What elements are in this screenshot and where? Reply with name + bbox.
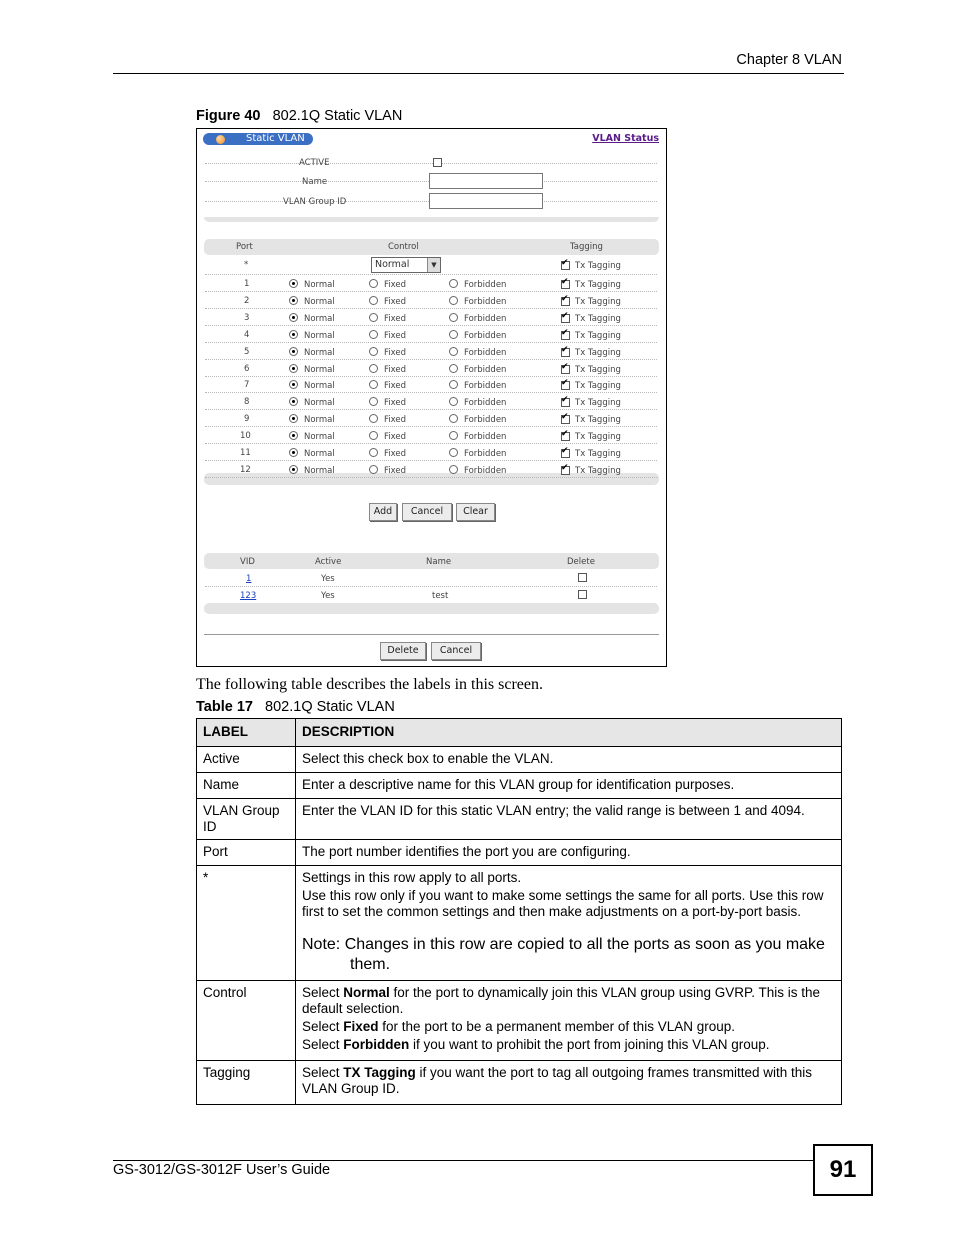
row-divider (205, 443, 657, 444)
normal-label: Normal (304, 280, 335, 290)
forbidden-label: Forbidden (464, 297, 507, 307)
figure-title: 802.1Q Static VLAN (272, 108, 403, 124)
forbidden-radio[interactable] (449, 313, 458, 322)
port-number: 6 (244, 364, 250, 374)
star-port: * (244, 260, 249, 270)
tagging-p1: Select TX Tagging if you want the port to tag all outgoing frames transmitted with this VLAN Group ID. (302, 1065, 812, 1096)
fixed-radio[interactable] (369, 465, 378, 474)
name-field[interactable] (429, 173, 543, 189)
fixed-label: Fixed (384, 280, 407, 290)
table-row (197, 866, 842, 981)
tx-tagging-label: Tx Tagging (575, 297, 621, 307)
delete-header: Delete (567, 557, 595, 567)
port-number: 12 (240, 465, 251, 475)
tx-tagging-label: Tx Tagging (575, 314, 621, 324)
label-column-header: LABEL (197, 719, 296, 747)
active-label: ACTIVE (299, 158, 330, 168)
row-divider (205, 359, 657, 360)
forbidden-label: Forbidden (464, 331, 507, 341)
row-divider (205, 409, 657, 410)
fixed-radio[interactable] (369, 414, 378, 423)
normal-label: Normal (304, 381, 335, 391)
tx-tagging-checkbox[interactable] (561, 331, 570, 340)
fixed-label: Fixed (384, 398, 407, 408)
normal-label: Normal (304, 432, 335, 442)
row-description: Enter the VLAN ID for this static VLAN entry; the valid range is between 1 and 4094. (296, 799, 842, 840)
row-label: * (197, 866, 296, 981)
tx-tagging-label: Tx Tagging (575, 280, 621, 290)
forbidden-radio[interactable] (449, 296, 458, 305)
normal-radio[interactable] (289, 330, 298, 339)
table-label: Table 17 (196, 699, 253, 715)
forbidden-label: Forbidden (464, 314, 507, 324)
vlan-form (204, 147, 659, 217)
row-label: Control (197, 981, 296, 1061)
fixed-radio[interactable] (369, 431, 378, 440)
divider (204, 634, 659, 635)
port-number: 3 (244, 313, 250, 323)
name-label: Name (302, 177, 328, 187)
fixed-label: Fixed (384, 381, 407, 391)
fixed-label: Fixed (384, 449, 407, 459)
table-title: 802.1Q Static VLAN (265, 699, 395, 715)
add-button[interactable]: Add (369, 503, 397, 521)
cancel-delete-button[interactable]: Cancel (431, 642, 481, 660)
row-divider (205, 392, 657, 393)
forbidden-radio[interactable] (449, 347, 458, 356)
header-rule (113, 73, 844, 74)
normal-radio[interactable] (289, 296, 298, 305)
normal-label: Normal (304, 415, 335, 425)
delete-checkbox-2[interactable] (578, 590, 587, 599)
forbidden-label: Forbidden (464, 415, 507, 425)
row-divider (205, 325, 657, 326)
forbidden-radio[interactable] (449, 448, 458, 457)
row-description: Enter a descriptive name for this VLAN group for identification purposes. (296, 773, 842, 799)
port-number: 5 (244, 347, 250, 357)
tx-tagging-checkbox[interactable] (561, 449, 570, 458)
forbidden-radio[interactable] (449, 414, 458, 423)
normal-radio[interactable] (289, 380, 298, 389)
title-bar (203, 133, 313, 145)
port-table-header (204, 239, 659, 255)
normal-radio[interactable] (289, 347, 298, 356)
forbidden-label: Forbidden (464, 449, 507, 459)
forbidden-radio[interactable] (449, 465, 458, 474)
tx-tagging-label: Tx Tagging (575, 381, 621, 391)
normal-label: Normal (304, 331, 335, 341)
delete-checkbox-1[interactable] (578, 573, 587, 582)
row-label: Port (197, 840, 296, 866)
tagging-header: Tagging (570, 242, 603, 252)
normal-radio[interactable] (289, 465, 298, 474)
fixed-label: Fixed (384, 466, 407, 476)
normal-label: Normal (304, 348, 335, 358)
normal-label: Normal (304, 398, 335, 408)
vlan-table-header (204, 553, 659, 569)
fixed-radio[interactable] (369, 296, 378, 305)
tx-tagging-label: Tx Tagging (575, 348, 621, 358)
footer-rule (113, 1160, 815, 1161)
star-note: Note: Changes in this row are copied to all the ports as soon as you make them. (302, 936, 825, 973)
fixed-radio[interactable] (369, 313, 378, 322)
screen-title: Static VLAN (246, 133, 305, 144)
tx-tagging-checkbox[interactable] (561, 297, 570, 306)
intro-text: The following table describes the labels in this screen. (196, 676, 544, 693)
tx-tagging-checkbox[interactable] (561, 415, 570, 424)
port-number: 7 (244, 380, 250, 390)
table-caption (196, 699, 395, 715)
row-description: Select this check box to enable the VLAN. (296, 747, 842, 773)
tx-tagging-all-label: Tx Tagging (575, 261, 621, 271)
star-p1: Settings in this row apply to all ports. (302, 870, 522, 885)
normal-radio[interactable] (289, 414, 298, 423)
forbidden-label: Forbidden (464, 280, 507, 290)
vlan-name-2: test (432, 591, 449, 601)
normal-radio[interactable] (289, 448, 298, 457)
forbidden-label: Forbidden (464, 381, 507, 391)
fixed-radio[interactable] (369, 347, 378, 356)
forbidden-radio[interactable] (449, 380, 458, 389)
port-number: 2 (244, 296, 250, 306)
row-label: Tagging (197, 1061, 296, 1105)
row-divider (205, 376, 657, 377)
row-divider (205, 426, 657, 427)
forbidden-label: Forbidden (464, 466, 507, 476)
fixed-label: Fixed (384, 432, 407, 442)
fixed-label: Fixed (384, 314, 407, 324)
tx-tagging-label: Tx Tagging (575, 432, 621, 442)
chapter-header: Chapter 8 VLAN (736, 52, 842, 68)
forbidden-radio[interactable] (449, 397, 458, 406)
control-p2: Select Fixed for the port to be a permanent member of this VLAN group. (302, 1019, 735, 1034)
forbidden-label: Forbidden (464, 432, 507, 442)
forbidden-radio[interactable] (449, 431, 458, 440)
normal-radio[interactable] (289, 431, 298, 440)
fixed-radio[interactable] (369, 279, 378, 288)
row-divider (205, 308, 657, 309)
fixed-radio[interactable] (369, 330, 378, 339)
figure-label: Figure 40 (196, 108, 261, 124)
row-description (296, 1061, 842, 1105)
description-column-header: DESCRIPTION (296, 719, 842, 747)
fixed-label: Fixed (384, 415, 407, 425)
tx-tagging-checkbox[interactable] (561, 365, 570, 374)
clear-button[interactable]: Clear (456, 503, 495, 521)
table-header-row (197, 719, 842, 747)
table-row (197, 1061, 842, 1105)
row-divider (205, 291, 657, 292)
active-header: Active (315, 557, 342, 567)
static-vlan-screenshot (196, 128, 667, 667)
vlan-group-id-field[interactable] (429, 193, 543, 209)
vlan-status-link[interactable]: VLAN Status (592, 133, 659, 144)
vlan-active-1: Yes (321, 574, 335, 584)
row-description (296, 866, 842, 981)
row-description: The port number identifies the port you are configuring. (296, 840, 842, 866)
control-p3: Select Forbidden if you want to prohibit the port from joining this VLAN group. (302, 1037, 770, 1052)
tx-tagging-checkbox[interactable] (561, 348, 570, 357)
row-label: VLAN Group ID (197, 799, 296, 840)
port-number: 1 (244, 279, 250, 289)
port-number: 9 (244, 414, 250, 424)
figure-caption (196, 108, 402, 124)
page-number: 91 (813, 1144, 873, 1196)
normal-label: Normal (304, 466, 335, 476)
control-select-all[interactable] (371, 257, 441, 273)
vid-link-123[interactable]: 123 (240, 591, 257, 601)
normal-label: Normal (304, 365, 335, 375)
table-row (197, 799, 842, 840)
row-divider (205, 460, 657, 461)
tx-tagging-label: Tx Tagging (575, 331, 621, 341)
tx-tagging-label: Tx Tagging (575, 398, 621, 408)
normal-label: Normal (304, 449, 335, 459)
guide-title: GS-3012/GS-3012F User’s Guide (113, 1162, 331, 1178)
vlan-group-id-label: VLAN Group ID (283, 197, 347, 207)
delete-button[interactable]: Delete (380, 642, 426, 660)
vlan-active-2: Yes (321, 591, 335, 601)
row-divider (205, 477, 657, 478)
normal-label: Normal (304, 297, 335, 307)
control-select-value: Normal (375, 259, 410, 270)
normal-radio[interactable] (289, 397, 298, 406)
tx-tagging-checkbox[interactable] (561, 381, 570, 390)
row-divider (205, 342, 657, 343)
tx-tagging-checkbox[interactable] (561, 314, 570, 323)
star-p2: Use this row only if you want to make some settings the same for all ports. Use this row first to set the common settings and then make adjustments on a port-by-port basis. (302, 888, 824, 919)
fixed-label: Fixed (384, 297, 407, 307)
cancel-button[interactable]: Cancel (402, 503, 452, 521)
forbidden-label: Forbidden (464, 348, 507, 358)
row-label: Name (197, 773, 296, 799)
forbidden-radio[interactable] (449, 330, 458, 339)
table-row (197, 981, 842, 1061)
tx-tagging-label: Tx Tagging (575, 466, 621, 476)
fixed-radio[interactable] (369, 380, 378, 389)
tx-tagging-checkbox[interactable] (561, 398, 570, 407)
fixed-radio[interactable] (369, 397, 378, 406)
tx-tagging-label: Tx Tagging (575, 449, 621, 459)
table-row (197, 773, 842, 799)
port-number: 11 (240, 448, 251, 458)
tx-tagging-checkbox[interactable] (561, 466, 570, 475)
fixed-label: Fixed (384, 331, 407, 341)
forbidden-label: Forbidden (464, 365, 507, 375)
fixed-radio[interactable] (369, 364, 378, 373)
normal-label: Normal (304, 314, 335, 324)
table-row (197, 840, 842, 866)
tx-tagging-checkbox[interactable] (561, 432, 570, 441)
vid-header: VID (240, 557, 255, 567)
tx-tagging-label: Tx Tagging (575, 415, 621, 425)
title-orb-icon (216, 135, 225, 144)
fixed-radio[interactable] (369, 448, 378, 457)
row-description (296, 981, 842, 1061)
table-row (197, 747, 842, 773)
chevron-down-icon: ▼ (427, 258, 440, 272)
forbidden-radio[interactable] (449, 364, 458, 373)
fixed-label: Fixed (384, 348, 407, 358)
vlan-table-footer (204, 603, 659, 614)
tx-tagging-label: Tx Tagging (575, 365, 621, 375)
label-description-table (196, 718, 842, 1105)
port-number: 10 (240, 431, 251, 441)
tx-tagging-checkbox[interactable] (561, 280, 570, 289)
vid-link-1[interactable]: 1 (246, 574, 252, 584)
name-header: Name (426, 557, 452, 567)
forbidden-label: Forbidden (464, 398, 507, 408)
row-label: Active (197, 747, 296, 773)
normal-radio[interactable] (289, 364, 298, 373)
forbidden-radio[interactable] (449, 279, 458, 288)
normal-radio[interactable] (289, 279, 298, 288)
port-number: 4 (244, 330, 250, 340)
control-p1: Select Normal for the port to dynamically join this VLAN group using GVRP. This is the default selection. (302, 985, 821, 1016)
tx-tagging-all-checkbox[interactable] (561, 261, 570, 270)
normal-radio[interactable] (289, 313, 298, 322)
port-number: 8 (244, 397, 250, 407)
control-header: Control (388, 242, 419, 252)
port-header: Port (236, 242, 253, 252)
fixed-label: Fixed (384, 365, 407, 375)
active-checkbox[interactable] (433, 158, 442, 167)
